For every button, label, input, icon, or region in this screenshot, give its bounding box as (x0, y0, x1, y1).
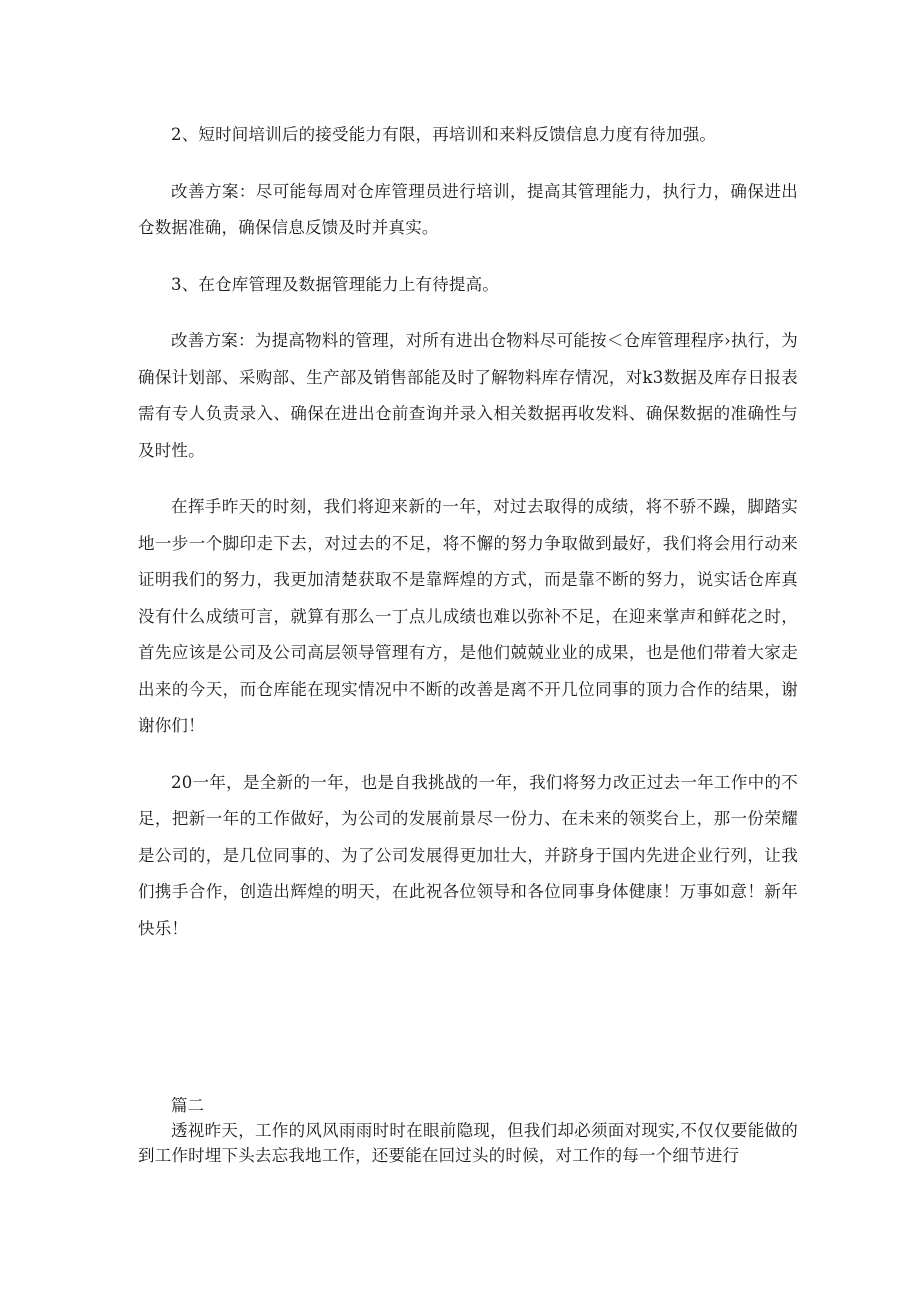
paragraph-improvement-3: 改善方案：为提高物料的管理，对所有进出仓物料尽可能按＜仓库管理程序›执行，为确保计划部、采购部、生产部及销售部能及时了解物料库存情况，对k3数据及库存日报表需有专人负责录入、确保在进出仓前查询并录入相关数据再收发料、确保数据的准确性与及时性。 (138, 331, 798, 460)
paragraph-issue-3: 3、在仓库管理及数据管理能力上有待提高。 (171, 274, 499, 294)
paragraph-improvement-2: 改善方案：尽可能每周对仓库管理员进行培训，提高其管理能力，执行力，确保进出仓数据准确，确保信息反馈及时并真实。 (138, 181, 798, 237)
paragraph-reflection: 在挥手昨天的时刻，我们将迎来新的一年，对过去取得的成绩，将不骄不躁，脚踏实地一步一个脚印走下去，对过去的不足，将不懈的努力争取做到最好，我们将会用行动来证明我们的努力，我更加清楚获取不是靠辉煌的方式，而是靠不断的努力，说实话仓库真没有什么成绩可言，就算有那么一丁点儿成绩也难以弥补不足，在迎来掌声和鲜花之时，首先应该是公司及公司高层领导管理有方，是他们兢兢业业的成果，也是他们带着大家走出来的今天，而仓库能在现实情况中不断的改善是离不开几位同事的顶力合作的结果，谢谢你们！ (138, 497, 798, 735)
paragraph-new-year: 20一年，是全新的一年，也是自我挑战的一年，我们将努力改正过去一年工作中的不足，把新一年的工作做好，为公司的发展前景尽一份力、在未来的领奖台上，那一份荣耀是公司的，是几位同事的、为了公司发展得更加壮大，并跻身于国内先进企业行列，让我们携手合作，创造出辉煌的明天，在此祝各位领导和各位同事身体健康！万事如意！新年快乐！ (138, 772, 798, 938)
section-two-heading: 篇二 (171, 1096, 204, 1115)
paragraph-issue-2: 2、短时间培训后的接受能力有限，再培训和来料反馈信息力度有待加强。 (171, 125, 717, 144)
section-one (138, 117, 798, 947)
section-two (138, 1093, 798, 1168)
section-two-paragraph: 透视昨天，工作的风风雨雨时时在眼前隐现，但我们却必须面对现实,不仅仅要能做的到工作时埋下头去忘我地工作，还要能在回过头的时候，对工作的每一个细节进行 (138, 1121, 798, 1165)
